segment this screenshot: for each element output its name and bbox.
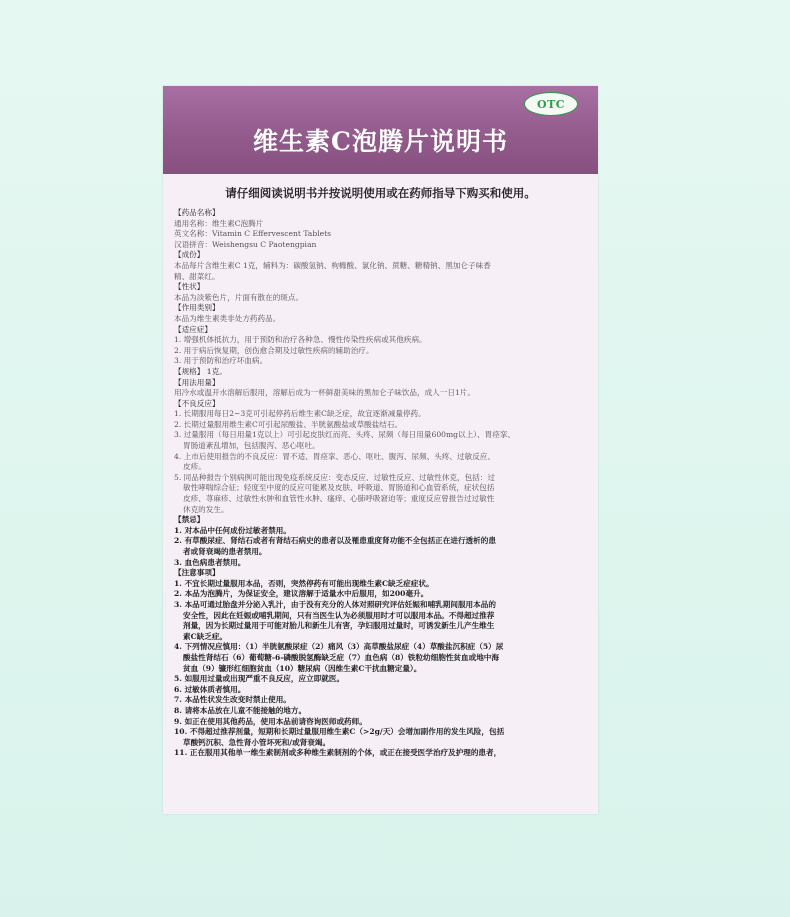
text-line: 9. 如正在使用其他药品，使用本品前请咨询医师或药师。	[174, 716, 367, 726]
text-line: 草酸钙沉积、急性肾小管坏死和/或肾衰竭。	[183, 737, 331, 747]
text-line: 6. 过敏体质者慎用。	[174, 684, 246, 694]
leaflet-body	[163, 201, 598, 759]
text-line: 2. 有草酸尿症、肾结石或者有肾结石病史的患者以及罹患重度肾功能不全包括正在进行透析的患	[174, 536, 496, 546]
text-line: 者或肾衰竭的患者禁用。	[183, 547, 267, 556]
section-heading: 【注意事项】	[174, 568, 220, 578]
header-banner	[163, 86, 598, 174]
section-heading: 【作用类别】	[174, 303, 220, 313]
text-line: 本品为淡紫色片，片面有散在的斑点。	[174, 292, 304, 302]
text-line: 8. 请将本品放在儿童不能接触的地方。	[174, 705, 307, 715]
section-heading: 【成份】	[174, 250, 205, 260]
section-heading: 【禁忌】	[174, 515, 205, 525]
text-line: 胃肠道紊乱增加，包括腹泻、恶心呕吐。	[183, 441, 320, 451]
text-line: 汉语拼音：Weishengsu C Paotengpian	[174, 239, 317, 249]
text-line: 皮疹、荨麻疹、过敏性水肿和血管性水肿、瘙痒、心肺呼吸窘迫等；重度反应曾报告过过敏性	[183, 494, 495, 504]
text-line: 酸盐性肾结石（6）葡萄糖-6-磷酸脱氢酶缺乏症（7）血色病（8）铁粒幼细胞性贫血或地中海	[183, 652, 499, 662]
text-line: 1. 对本品中任何成份过敏者禁用。	[174, 525, 291, 535]
regular-section	[174, 208, 586, 515]
text-line: 1. 长期服用每日2~3克可引起停药后维生素C缺乏症，故宜逐渐减量停药。	[174, 409, 426, 419]
section-heading: 【适应症】	[174, 324, 212, 334]
text-line: 3. 过量服用（每日用量1克以上）可引起皮肤红而亮、头疼、尿频（每日用量600mg以上）、胃痉挛、	[174, 430, 515, 440]
text-line: 休克的发生。	[183, 504, 229, 514]
section-heading: 【性状】	[174, 282, 205, 292]
otc-badge: OTC	[524, 92, 578, 116]
text-line: 3. 血色病患者禁用。	[174, 557, 246, 567]
section-heading: 【用法用量】	[174, 377, 220, 387]
text-line: 2. 长期过量服用维生素C可引起尿酸盐、半胱氨酸盐或草酸盐结石。	[174, 419, 403, 429]
text-line: 素C缺乏症。	[183, 631, 228, 641]
text-line: 用冷水或温开水溶解后服用，溶解后成为一杯鲜甜美味的黑加仑子味饮品，成人一日1片。	[174, 388, 475, 398]
text-line: 敏性哮喘综合征；轻度至中度的反应可能累及皮肤、呼吸道、胃肠道和心血管系统，症状包括	[183, 483, 495, 493]
text-line: 4. 下列情况应慎用：（1）半胱氨酸尿症（2）痛风（3）高草酸盐尿症（4）草酸盐沉积症（5）尿	[174, 642, 504, 652]
text-line: 5. 同品种报告个别病例可能出现免疫系统反应：变态反应、过敏性反应、过敏性休克，包括：过	[174, 472, 495, 482]
text-line: 安全性，因此在妊娠或哺乳期间，只有当医生认为必须服用时才可以服用本品。不得超过推荐	[183, 610, 495, 620]
section-heading: 【不良反应】	[174, 398, 220, 408]
text-line: 英文名称：Vitamin C Effervescent Tablets	[174, 229, 332, 239]
usage-warning: 请仔细阅读说明书并按说明使用或在药师指导下购买和使用。	[225, 186, 536, 200]
text-line: 通用名称：维生素C泡腾片	[174, 218, 264, 228]
text-line: 5. 如服用过量或出现严重不良反应，应立即就医。	[174, 674, 345, 684]
section-heading: 【规格】 1克。	[174, 366, 227, 376]
text-line: 贫血（9）镰形红细胞贫血（10）糖尿病（因维生素C干扰血糖定量）。	[183, 663, 422, 673]
text-line: 1. 增强机体抵抗力，用于预防和治疗各种急、慢性传染性疾病或其他疾病。	[174, 335, 427, 345]
text-line: 剂量，因为长期过量用于可能对胎儿和新生儿有害，孕妇服用过量时，可诱发新生儿产生维生	[183, 621, 495, 631]
text-line: 3. 本品可通过胎盘并分泌入乳汁，由于没有充分的人体对照研究评估妊娠和哺乳期间服用本品的	[174, 599, 496, 609]
leaflet-title: 维生素C泡腾片说明书	[253, 127, 508, 156]
text-line: 10. 不得超过推荐剂量，短期和长期过量服用维生素C（>2g/天）会增加副作用的发生风险，包括	[174, 727, 505, 737]
text-line: 4. 上市后使用报告的不良反应：胃不适、胃痉挛、恶心、呕吐、腹泻、尿频、头疼、过敏反应、	[174, 451, 495, 461]
section-heading: 【药品名称】	[174, 208, 220, 217]
text-line: 精、甜菜红。	[174, 271, 220, 281]
text-line: 7. 本品性状发生改变时禁止使用。	[174, 695, 291, 705]
text-line: 皮疹。	[183, 462, 206, 472]
text-line: 11. 正在服用其他单一维生素制剂或多种维生素制剂的个体，或正在接受医学治疗及护理的患者，	[174, 748, 502, 758]
text-line: 3. 用于预防和治疗坏血病。	[174, 356, 268, 366]
text-line: 本品为维生素类非处方药药品。	[174, 313, 281, 323]
bold-section	[174, 515, 586, 759]
instruction-leaflet	[163, 86, 598, 814]
text-line: 2. 用于病后恢复期，创伤愈合期及过敏性疾病的辅助治疗。	[174, 345, 374, 355]
text-line: 2. 本品为泡腾片，为保证安全，建议溶解于适量水中后服用，如200毫升。	[174, 589, 429, 599]
text-line: 本品每片含维生素C 1克，辅料为：碳酸氢钠、枸橼酸、氯化钠、蔗糖、糖精钠、黑加仑子味香	[174, 260, 491, 270]
text-line: 1. 不宜长期过量服用本品，否则，突然停药有可能出现维生素C缺乏症症状。	[174, 578, 434, 588]
